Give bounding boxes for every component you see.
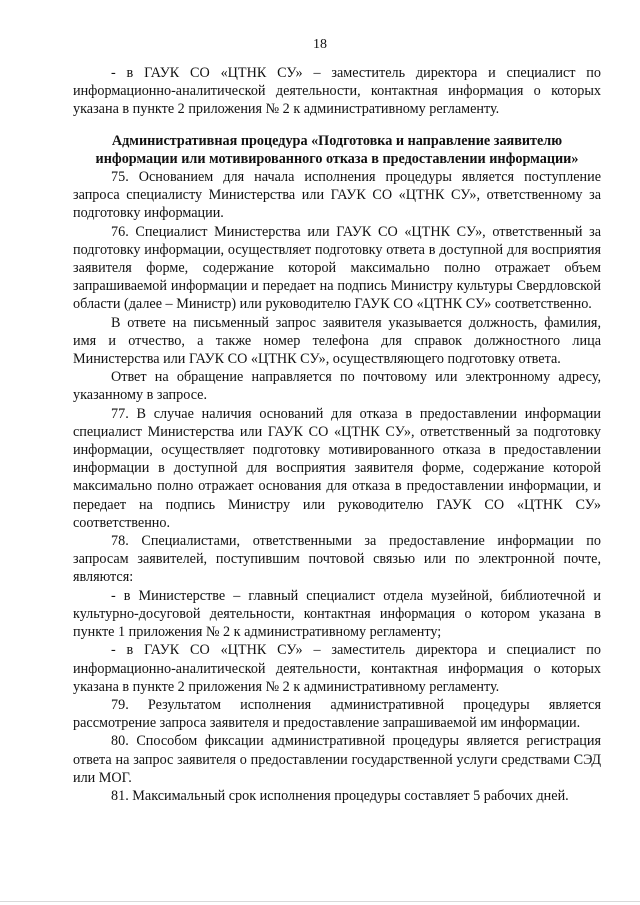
paragraph-80: 80. Способом фиксации административной процедуры является регистрация ответа на запрос заявителя о предоставлении государственной услуги средствами СЭД или МОГ. — [73, 733, 601, 786]
paragraph-76-reply-details: В ответе на письменный запрос заявителя указывается должность, фамилия, имя и отчество, а также номер телефона для справок должностного лица Министерства или ГАУК СО «ЦТНК СУ», осуществляющего подготовку ответа. — [73, 314, 601, 368]
paragraph-78: 78. Специалистами, ответственными за предоставление информации по запросам заявителей, поступившим почтовой связью или по электронной почте, являются: — [73, 533, 601, 586]
paragraph-78-ministry: - в Министерстве – главный специалист отдела музейной, библиотечной и культурно-досуговой деятельности, контактная информация о котором указана в пункте 1 приложения № 2 к административному регламенту; — [73, 587, 601, 641]
paragraph-75: 75. Основанием для начала исполнения процедуры является поступление запроса специалисту Министерства или ГАУК СО «ЦТНК СУ», ответственному за подготовку информации. — [73, 169, 601, 222]
paragraph-78-gauk: - в ГАУК СО «ЦТНК СУ» – заместитель директора и специалист по информационно-аналитической деятельности, контактная информация о которых указана в пункте 2 приложения № 2 к административному регламенту. — [73, 642, 601, 695]
page-bottom-edge — [0, 901, 640, 902]
section-heading-line-1: Административная процедура «Подготовка и направление заявителю — [111, 132, 563, 149]
section-heading-line-2: информации или мотивированного отказа в предоставлении информации» — [95, 150, 579, 167]
paragraph-77: 77. В случае наличия оснований для отказа в предоставлении информации специалист Министерства или ГАУК СО «ЦТНК СУ», ответственный за подготовку информации, осуществляет подготовку мотивированного отказа в предоставлении информации в доступной для восприятия заявителя форме, содержание которой максимально полно отражает основания для отказа в предоставлении информации, и передает на подпись Министру или руководителю ГАУК СО «ЦТНК СУ» соответственно. — [73, 405, 601, 531]
paragraph-gauk-specialists-continued: - в ГАУК СО «ЦТНК СУ» – заместитель директора и специалист по информационно-аналитической деятельности, контактная информация о которых указана в пункте 2 приложения № 2 к административному регламенту. — [73, 65, 601, 118]
paragraph-76-reply-delivery: Ответ на обращение направляется по почтовому или электронному адресу, указанному в запросе. — [73, 369, 601, 404]
paragraph-79: 79. Результатом исполнения административной процедуры является рассмотрение запроса заявителя и предоставление запрашиваемой им информации. — [73, 696, 601, 732]
document-body — [73, 64, 601, 805]
paragraph-76: 76. Специалист Министерства или ГАУК СО «ЦТНК СУ», ответственный за подготовку информации, осуществляет подготовку ответа в доступной для восприятия заявителя форме, содержание которой максимально полно отражает объем запрашиваемой информации и передает на подпись Министру культуры Свердловской области (далее – Министр) или руководителю ГАУК СО «ЦТНК СУ» соответственно. — [73, 223, 601, 313]
section-heading — [73, 132, 601, 168]
paragraph-81: 81. Максимальный срок исполнения процедуры составляет 5 рабочих дней. — [111, 787, 569, 804]
page-number: 18 — [313, 37, 327, 52]
